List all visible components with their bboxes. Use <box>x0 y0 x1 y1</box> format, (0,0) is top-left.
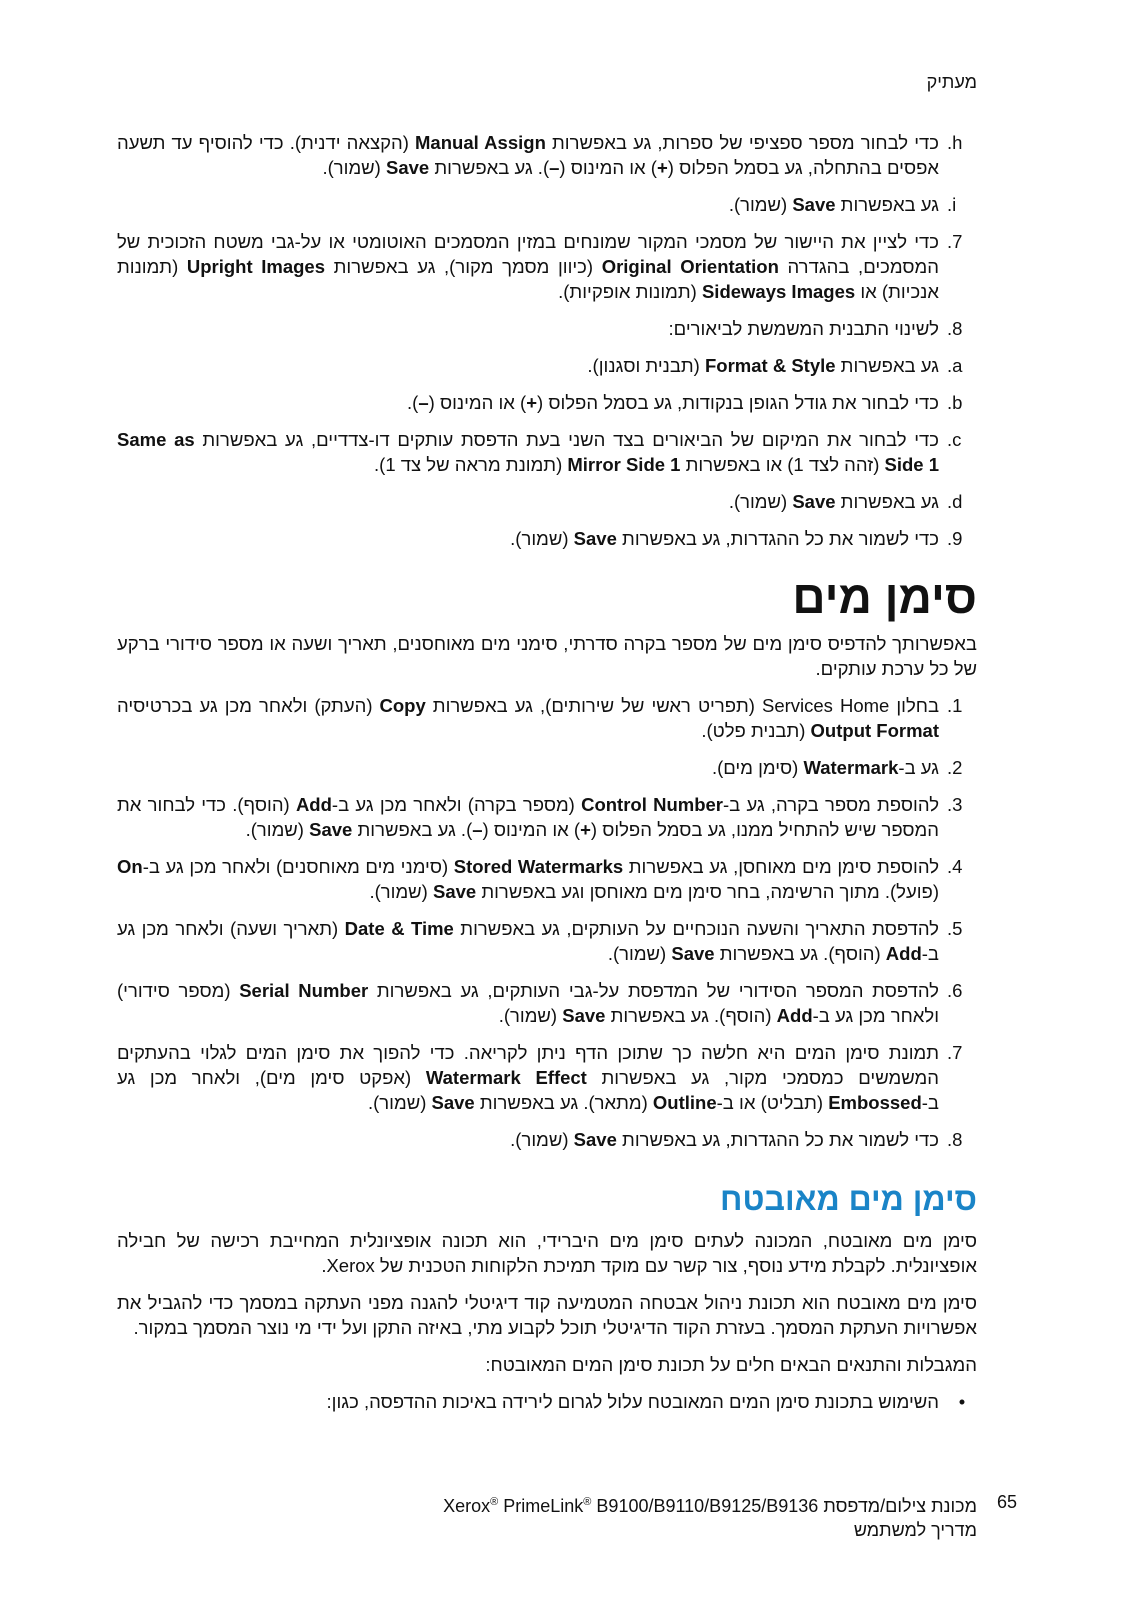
content-column <box>117 130 977 1426</box>
step-text: כדי לשמור את כל ההגדרות, גע באפשרות Save (שמור). <box>510 1129 939 1150</box>
step-text: לשינוי התבנית המשמשת לביאורים: <box>668 318 939 339</box>
step-text: גע באפשרות Save (שמור). <box>728 491 939 512</box>
footer-brand: Xerox <box>443 1496 491 1516</box>
step-text: להוספת סימן מים מאוחסן, גע באפשרות Stored Watermarks (סימני מים מאוחסנים) ולאחר מכן גע ב-On (פועל). מתוך הרשימה, בחר סימן מים מאוחסן וגע באפשרות Save (שמור). <box>117 856 940 902</box>
step-item <box>117 978 977 1028</box>
step-text: להוספת מספר בקרה, גע ב-Control Number (מספר בקרה) ולאחר מכן גע ב-Add (הוסף). כדי לבחור את המספר שיש להתחיל ממנו, גע בסמל הפלוס (+) או המינוס (–). גע באפשרות Save (שמור). <box>117 794 939 840</box>
step-number: .d <box>947 491 963 512</box>
step-item <box>117 526 977 551</box>
step-text: תמונת סימן המים היא חלשה כך שתוכן הדף ניתן לקריאה. כדי להפוך את סימן המים לגלוי בהעתקים המשמשים כמסמכי מקור, גע באפשרות Watermark Effect (אפקט סימן מים), ולאחר מכן גע ב-Embossed (תבליט) או ב-Outline (מתאר). גע באפשרות Save (שמור). <box>117 1042 939 1113</box>
step-item <box>117 229 977 304</box>
bullet-text: השימוש בתכונת סימן המים המאובטח עלול לגרום לירידה באיכות ההדפסה, כגון: <box>326 1391 939 1412</box>
step-text: גע ב-Watermark (סימן מים). <box>711 757 939 778</box>
step-item <box>117 316 977 341</box>
step-item <box>117 353 977 378</box>
footer-device-type: מכונת צילום/מדפסת <box>823 1496 977 1516</box>
step-item <box>117 390 977 415</box>
step-number: .9 <box>947 528 963 549</box>
step-number: .2 <box>947 757 963 778</box>
page-number: 65 <box>996 1492 1017 1512</box>
step-number: .7 <box>947 1042 963 1063</box>
step-item <box>117 755 977 780</box>
step-item <box>117 192 977 217</box>
page-footer <box>117 1490 1017 1542</box>
running-header: מעתיק <box>926 72 977 92</box>
steps-list-annotation <box>117 130 977 551</box>
step-item <box>117 792 977 842</box>
registered-mark: ® <box>490 1496 499 1508</box>
step-text: כדי לבחור את המיקום של הביאורים בצד השני בעת הדפסת עותקים דו-צדדיים, גע באפשרות Same as Side 1 (זהה לצד 1) או באפשרות Mirror Side 1 (תמונת מראה של צד 1). <box>117 429 939 475</box>
step-number: .5 <box>947 918 963 939</box>
step-number: .4 <box>947 856 963 877</box>
step-number: .c <box>947 429 962 450</box>
step-number: .1 <box>947 695 963 716</box>
bullet-icon: • <box>958 1391 966 1412</box>
step-item <box>117 916 977 966</box>
step-number: .3 <box>947 794 963 815</box>
bullet-item <box>117 1389 977 1414</box>
step-text: כדי לציין את היישור של מסמכי המקור שמונחים במזין המסמכים האוטומטי או על-גבי משטח הזכוכית של המסמכים, בהגדרה Original Orientation (כיוון מסמך מקור), גע באפשרות Upright Images (תמונות אנכיות) או Sideways Images (תמונות אופקיות). <box>117 231 939 302</box>
protected-paragraph-1: סימן מים מאובטח, המכונה לעתים סימן מים היברידי, הוא תכונה אופציונלית המחייבת רכישה של חבילה אופציונלית. לקבלת מידע נוסף, צור קשר עם מוקד תמיכת הלקוחות הטכנית של Xerox. <box>117 1230 977 1276</box>
step-text: כדי לשמור את כל ההגדרות, גע באפשרות Save (שמור). <box>510 528 939 549</box>
section-title-watermark: סימן מים <box>792 571 977 623</box>
step-item <box>117 1127 977 1152</box>
step-text: בחלון Services Home (תפריט ראשי של שירותים), גע באפשרות Copy (העתק) ולאחר מכן גע בכרטיסיה Output Format (תבנית פלט). <box>117 695 940 741</box>
step-number: .8 <box>947 318 963 339</box>
section-title-protected-watermark: סימן מים מאובטח <box>720 1181 977 1217</box>
step-number: .b <box>947 392 963 413</box>
step-item <box>117 1040 977 1115</box>
footer-product: PrimeLink <box>503 1496 584 1516</box>
footer-product-line <box>117 1490 977 1518</box>
step-number: .6 <box>947 980 963 1001</box>
step-text: כדי לבחור מספר ספציפי של ספרות, גע באפשרות Manual Assign (הקצאה ידנית). כדי להוסיף עד תשעה אפסים בהתחלה, גע בסמל הפלוס (+) או המינוס (–). גע באפשרות Save (שמור). <box>117 132 939 178</box>
step-number: .7 <box>947 231 963 252</box>
step-text: להדפסת התאריך והשעה הנוכחיים על העותקים, גע באפשרות Date & Time (תאריך ושעה) ולאחר מכן גע ב-Add (הוסף). גע באפשרות Save (שמור). <box>117 918 939 964</box>
step-text: גע באפשרות Format & Style (תבנית וסגנון). <box>587 355 939 376</box>
footer-models: B9100/B9110/B9125/B9136 <box>596 1496 819 1516</box>
step-item <box>117 854 977 904</box>
step-text: כדי לבחור את גודל הגופן בנקודות, גע בסמל הפלוס (+) או המינוס (–). <box>407 392 939 413</box>
step-item <box>117 693 977 743</box>
step-item <box>117 427 977 477</box>
step-item <box>117 489 977 514</box>
protected-paragraph-2: סימן מים מאובטח הוא תכונת ניהול אבטחה המטמיעה קוד דיגיטלי להגנה מפני העתקה במסמך כדי להגביל את אפשרויות העתקת המסמך. בעזרת הקוד הדיגיטלי תוכל לקבוע מתי, באיזה התקן ועל ידי מי נוצר המסמך במקור. <box>117 1292 977 1338</box>
registered-mark-2: ® <box>583 1496 592 1508</box>
watermark-intro: באפשרותך להדפיס סימן מים של מספר בקרה סדרתי, סימני מים מאוחסנים, תאריך ושעה או מספר סידורי ברקע של כל ערכת עותקים. <box>117 633 977 679</box>
step-item <box>117 130 977 180</box>
step-number: .h <box>947 132 963 153</box>
steps-list-watermark <box>117 693 977 1152</box>
step-text: גע באפשרות Save (שמור). <box>728 194 939 215</box>
step-number: .8 <box>947 1129 963 1150</box>
protected-paragraph-3: המגבלות והתנאים הבאים חלים על תכונת סימן המים המאובטח: <box>485 1354 977 1375</box>
footer-guide-title: מדריך למשתמש <box>853 1520 977 1540</box>
step-number: .a <box>947 355 963 376</box>
step-text: להדפסת המספר הסידורי של המדפסת על-גבי העותקים, גע באפשרות Serial Number (מספר סידורי) ולאחר מכן גע ב-Add (הוסף). גע באפשרות Save (שמור). <box>117 980 939 1026</box>
step-number: .i <box>947 194 957 215</box>
